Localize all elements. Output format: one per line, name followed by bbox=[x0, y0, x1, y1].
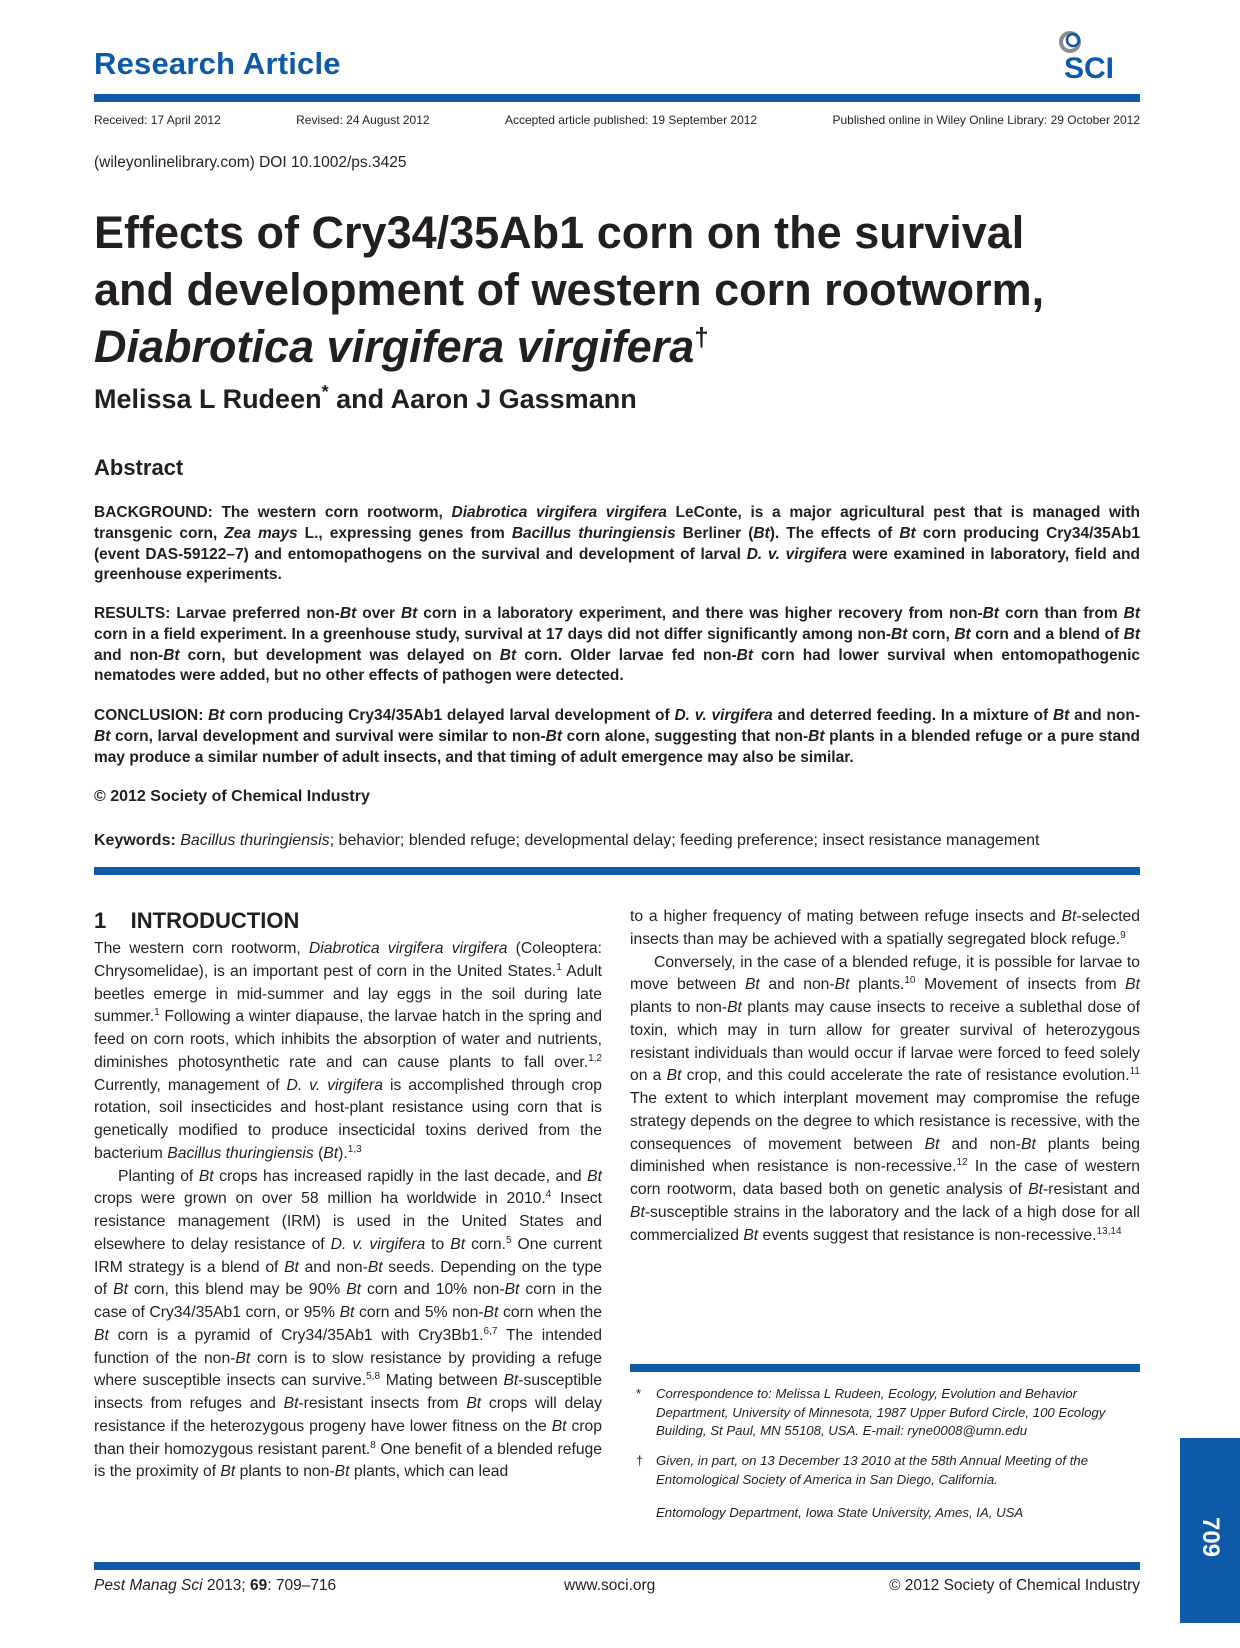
intro-paragraph-2-cont: to a higher frequency of mating between refuge insects and Bt-selected insects than may be achieved with a spatially segregated block refuge.$^9$ bbox=[630, 908, 1140, 948]
keywords-line bbox=[94, 832, 1140, 850]
footnote-correspondence-text: Correspondence to: Melissa L Rudeen, Ecology, Evolution and Behavior Department, University of Minnesota, 1987 Upper Buford Circle, 100 Ecology Building, St Paul, MN 55108, USA. E-mail: ryne0008@umn.edu bbox=[656, 1386, 1106, 1438]
footer-citation bbox=[94, 1577, 336, 1595]
abstract-copyright: © 2012 Society of Chemical Industry bbox=[94, 788, 370, 805]
intro-paragraph-2: Planting of Bt crops has increased rapidly in the last decade, and Bt crops were grown on over 58 million ha worldwide in 2010.$^4$ Insect resistance management (IRM) is used in the United States and elsewhere to delay resistance of D. v. virgifera to Bt corn.$^5$ One current IRM strategy is a blend of Bt and non-Bt seeds. Depending on the type of Bt corn, this blend may be 90% Bt corn and 10% non-Bt corn in the case of Cry34/35Ab1 corn, or 95% Bt corn and 5% non-Bt corn when the Bt corn is a pyramid of Cry34/35Ab1 with Cry3Bb1.$^{6,7}$ The intended function of the non-Bt corn is to slow resistance by providing a refuge where susceptible insects can survive.$^{5,8}$ Mating between Bt-susceptible insects from refuges and Bt-resistant insects from Bt crops will delay resistance if the heterozygous progeny have lower fitness on the Bt crop than their homozygous resistant parent.$^8$ One benefit of a blended refuge is the proximity of Bt plants to non-Bt plants, which can lead bbox=[94, 1167, 602, 1481]
top-rule bbox=[94, 94, 1140, 102]
results-label: RESULTS: bbox=[94, 605, 171, 622]
author-connector: and bbox=[328, 384, 391, 414]
article-title bbox=[94, 204, 1140, 375]
doi-line: (wileyonlinelibrary.com) DOI 10.1002/ps.3425 bbox=[94, 154, 407, 171]
accepted-date: Accepted article published: 19 September 2012 bbox=[504, 113, 758, 127]
body-column-left bbox=[94, 938, 602, 1484]
keyword-first: Bacillus thuringiensis bbox=[180, 832, 330, 849]
footnote-affiliation-text: Entomology Department, Iowa State University, Ames, IA, USA bbox=[656, 1505, 1024, 1520]
footnote-rule bbox=[630, 1364, 1140, 1372]
page-number-tab bbox=[1180, 1438, 1240, 1623]
title-line-2: and development of western corn rootworm, bbox=[94, 264, 1045, 315]
title-line-1: Effects of Cry34/35Ab1 corn on the survival bbox=[94, 207, 1025, 258]
footer-volume: 69 bbox=[249, 1577, 268, 1594]
abstract-heading: Abstract bbox=[94, 455, 184, 480]
author-2: Aaron J Gassmann bbox=[390, 384, 637, 414]
title-line-3: Diabrotica virgifera virgifera bbox=[94, 321, 695, 372]
sci-ring-icon bbox=[1050, 28, 1140, 84]
published-date: Published online in Wiley Online Library: 29 October 2012 bbox=[832, 113, 1140, 127]
footnote-star-mark: * bbox=[636, 1386, 642, 1401]
abstract-background: BACKGROUND: The western corn rootworm, Diabrotica virgifera virgifera LeConte, is a major agricultural pest that is managed with transgenic corn, Zea mays L., expressing genes from Bacillus thuringiensis Berliner (Bt). The effects of Bt corn producing Cry34/35Ab1 (event DAS-59122–7) and entomopathogens on the survival and development of larval D. v. virgifera were examined in laboratory, field and greenhouse experiments. bbox=[94, 504, 1140, 584]
title-dagger: † bbox=[694, 322, 709, 352]
abstract-conclusion: CONCLUSION: Bt corn producing Cry34/35Ab1 delayed larval development of D. v. virgifera and deterred feeding. In a mixture of Bt and non-Bt corn, larval development and survival were similar to non-Bt corn alone, suggesting that non-Bt plants in a blended refuge or a pure stand may produce a similar number of adult insects, and that timing of adult emergence may also be similar. bbox=[94, 707, 1141, 766]
page-number: 709 bbox=[1197, 1516, 1224, 1558]
article-dates bbox=[94, 113, 1140, 127]
abstract-results: RESULTS: Larvae preferred non-Bt over Bt corn in a laboratory experiment, and there was higher recovery from non-Bt corn than from Bt corn in a field experiment. In a greenhouse study, survival at 17 days did not differ significantly among non-Bt corn, Bt corn and a blend of Bt and non-Bt corn, but development was delayed on Bt corn. Older larvae fed non-Bt corn had lower survival when entomopathogenic nematodes were added, but no other effects of pathogen were detected. bbox=[94, 605, 1141, 685]
conclusion-label: CONCLUSION: bbox=[94, 707, 204, 724]
sci-logo bbox=[1050, 28, 1140, 84]
background-label: BACKGROUND: bbox=[94, 504, 213, 521]
keywords-rest: ; behavior; blended refuge; developmental delay; feeding preference; insect resistance management bbox=[329, 832, 1040, 849]
revised-date: Revised: 24 August 2012 bbox=[296, 113, 430, 127]
body-column-right bbox=[630, 906, 1140, 1247]
footer-rule bbox=[94, 1562, 1140, 1570]
sci-logo-text: SCI bbox=[1064, 52, 1115, 84]
keywords-label: Keywords: bbox=[94, 832, 176, 849]
journal-section-label: Research Article bbox=[94, 46, 341, 81]
intro-paragraph-1: The western corn rootworm, Diabrotica virgifera virgifera (Coleoptera: Chrysomelidae), is an important pest of corn in the United States.$^1$ Adult beetles emerge in mid-summer and lay eggs in the soil during late summer.$^1$ Following a winter diapause, the larvae hatch in the spring and feed on corn roots, which inhibits the absorption of water and nutrients, diminishes photosynthetic rate and can cause plants to fall over.$^{1,2}$ Currently, management of D. v. virgifera is accomplished through crop rotation, soil insecticides and host-plant resistance using corn that is genetically modified to produce insecticidal toxins derived from the bacterium Bacillus thuringiensis (Bt).$^{1,3}$ bbox=[94, 940, 603, 1162]
author-list bbox=[94, 384, 637, 415]
footnote-correspondence bbox=[630, 1385, 1140, 1441]
footer-journal: Pest Manag Sci bbox=[94, 1577, 203, 1594]
section-rule bbox=[94, 867, 1140, 875]
footnote-affiliation bbox=[630, 1504, 1140, 1523]
introduction-heading: 1 INTRODUCTION bbox=[94, 908, 300, 933]
footnote-given bbox=[630, 1452, 1140, 1489]
author-1: Melissa L Rudeen bbox=[94, 384, 322, 414]
footer-copyright: © 2012 Society of Chemical Industry bbox=[889, 1577, 1140, 1594]
footnote-given-text: Given, in part, on 13 December 13 2010 at the 58th Annual Meeting of the Entomological Society of America in San Diego, California. bbox=[656, 1453, 1089, 1487]
corresponding-star: * bbox=[321, 382, 329, 402]
received-date: Received: 17 April 2012 bbox=[94, 113, 221, 127]
footer-url[interactable]: www.soci.org bbox=[564, 1577, 656, 1594]
footer-year: 2013; bbox=[202, 1577, 250, 1594]
footer-pages: : 709–716 bbox=[267, 1577, 337, 1594]
footnote-dagger-mark: † bbox=[636, 1453, 644, 1468]
intro-paragraph-3: Conversely, in the case of a blended refuge, it is possible for larvae to move between Bt and non-Bt plants.$^{10}$ Movement of insects from Bt plants to non-Bt plants may cause insects to receive a sublethal dose of toxin, which may in turn allow for greater survival of heterozygous resistant individuals than would occur if larvae were forced to feed solely on a Bt crop, and this could accelerate the rate of resistance evolution.$^{11}$ The extent to which interplant movement may compromise the refuge strategy depends on the degree to which resistance is recessive, with the consequences of movement between Bt and non-Bt plants being diminished when resistance is non-recessive.$^{12}$ In the case of western corn rootworm, data based both on genetic analysis of Bt-resistant and Bt-susceptible strains in the laboratory and the lack of a high dose for all commercialized Bt events suggest that resistance is non-recessive.$^{13,14}$ bbox=[630, 953, 1141, 1244]
